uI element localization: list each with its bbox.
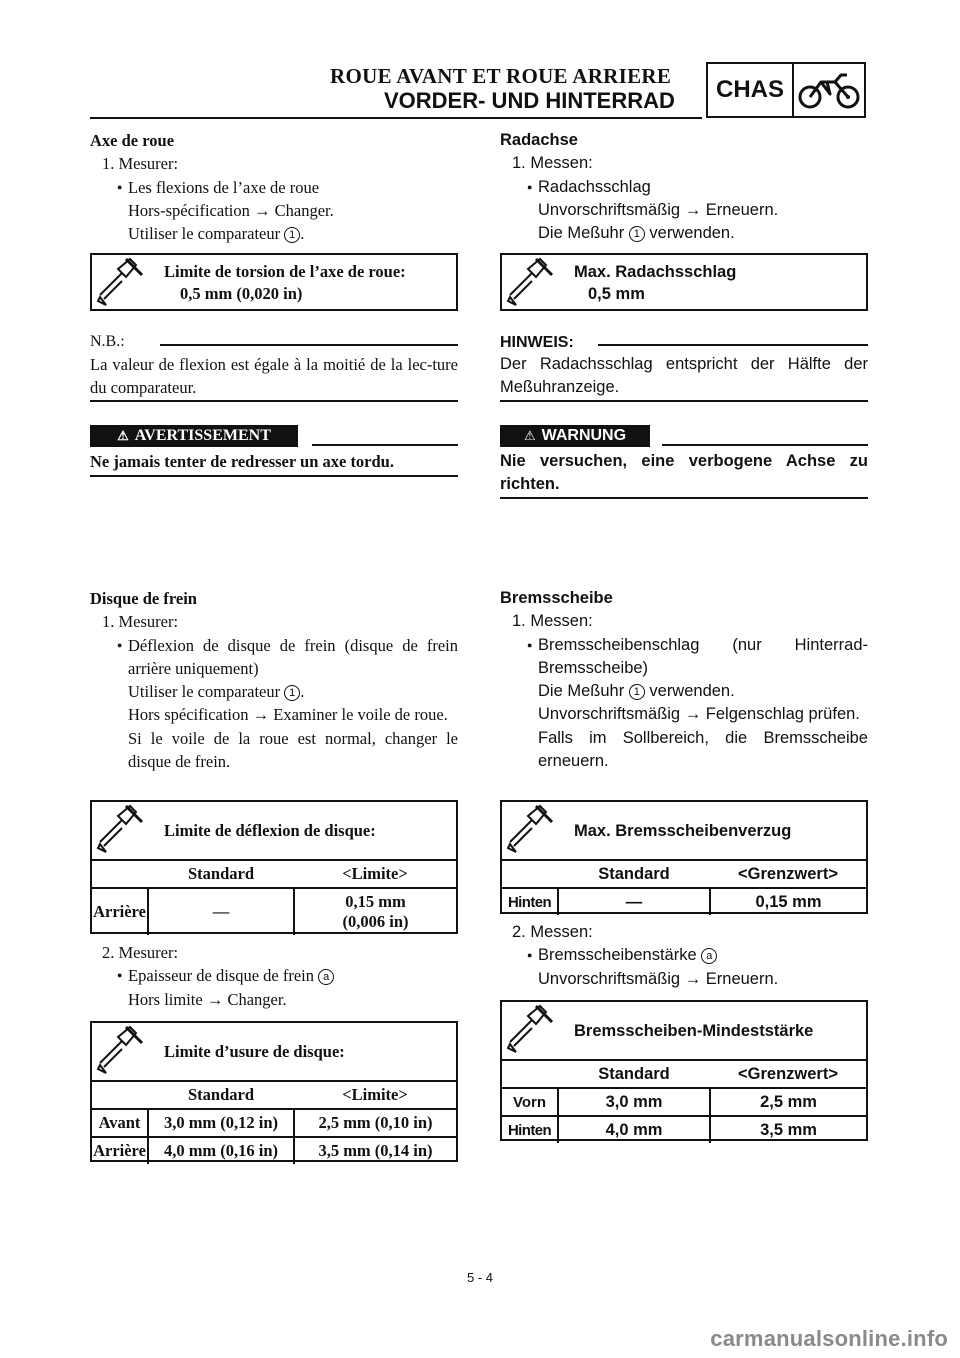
fr-warning-text: Ne jamais tenter de redresser un axe tordu. <box>90 452 394 471</box>
de-note-bottom-rule <box>500 400 868 402</box>
table-header-cell: <Grenzwert> <box>710 1060 866 1088</box>
de-disc-section <box>500 587 868 773</box>
section-label: CHAS <box>708 64 794 116</box>
de-axle-step1: 1. Messen: <box>512 154 593 173</box>
de-note-label: HINWEIS: <box>500 334 574 351</box>
de-disc-spec2-table <box>502 1059 866 1143</box>
de-disc-spec2-box <box>500 1000 868 1141</box>
de-disc-line3: Unvorschriftsmäßig → Felgenschlag prüfen. <box>538 705 860 724</box>
de-warning-label: WARNUNG <box>541 427 627 444</box>
fr-disc-step2: 2. Mesurer: <box>102 943 179 962</box>
fr-disc-title: Disque de frein <box>90 589 197 608</box>
de-axle-line3a: Die Meßuhr <box>538 224 625 243</box>
fr-note-top-rule <box>160 344 458 346</box>
fr-disc-bullet2-text: Epaisseur de disque de frein <box>128 966 315 986</box>
fr-axle-bullet: ● Les flexions de l’axe de roue <box>90 176 458 199</box>
de-disc-line4: Falls im Sollbereich, die Bremsscheibe erneuern. <box>538 728 868 771</box>
fr-disc-bullet2 <box>90 964 458 987</box>
table-cell: 2,5 mm (0,10 in) <box>294 1109 456 1137</box>
de-axle-title: Radachse <box>500 131 578 149</box>
fr-axle-line2: Hors-spécification → Changer. <box>128 200 334 220</box>
ref-marker-1: 1 <box>284 685 300 701</box>
table-header-cell <box>92 860 148 888</box>
table-cell: 2,5 mm <box>710 1088 866 1116</box>
table-cell: 4,0 mm (0,16 in) <box>148 1137 294 1164</box>
fr-disc-line3: Hors spécification → Examiner le voile de roue. <box>128 705 448 725</box>
de-disc-section2 <box>500 921 868 991</box>
de-axle-bullet: ● Radachsschlag <box>500 176 868 199</box>
de-disc-spec1-table <box>502 859 866 915</box>
table-cell: — <box>558 888 710 915</box>
wrench-spec-icon <box>502 1002 560 1058</box>
fr-disc-bullet: ● Déflexion de disque de frein (disque de frein arrière uniquement) <box>90 634 458 681</box>
table-cell: Avant <box>92 1109 148 1137</box>
warning-icon: ⚠ <box>523 428 536 443</box>
fr-warning-bottom-rule <box>90 475 458 477</box>
table-row <box>92 888 456 935</box>
table-row <box>502 888 866 915</box>
de-disc-title: Bremsscheibe <box>500 589 613 607</box>
page-number: 5 - 4 <box>466 1270 493 1285</box>
table-cell: Vorn <box>502 1088 558 1116</box>
table-header-cell: <Limite> <box>294 1081 456 1109</box>
wrench-spec-icon <box>92 802 150 858</box>
fr-disc-step1: 1. Mesurer: <box>102 612 179 632</box>
table-cell: 3,0 mm (0,12 in) <box>148 1109 294 1137</box>
table-cell: 3,5 mm (0,14 in) <box>294 1137 456 1164</box>
fr-disc-spec1-table <box>92 859 456 935</box>
fr-disc-spec2-title: Limite d’usure de disque: <box>164 1042 345 1061</box>
watermark: carmanualsonline.info <box>710 1326 948 1351</box>
ref-marker-1: 1 <box>629 226 645 242</box>
table-cell: 3,0 mm <box>558 1088 710 1116</box>
fr-note-text: La valeur de flexion est égale à la moitié de la lec-ture du comparateur. <box>90 355 458 398</box>
de-disc-spec1-box <box>500 800 868 914</box>
table-cell: Arrière <box>92 1137 148 1164</box>
table-header-cell: Standard <box>558 1060 710 1088</box>
table-header-cell: <Limite> <box>294 860 456 888</box>
fr-axle-step1: 1. Mesurer: <box>102 154 179 174</box>
de-axle-line3 <box>500 222 868 245</box>
fr-note-bottom-rule <box>90 400 458 402</box>
page-title-de: VORDER- UND HINTERRAD <box>384 88 675 113</box>
de-axle-spec-box <box>500 253 868 311</box>
motorcycle-icon <box>794 64 864 116</box>
de-disc-spec2-title: Bremsscheiben-Mindeststärke <box>574 1022 814 1040</box>
fr-axle-section <box>90 129 458 245</box>
fr-disc-spec1-box <box>90 800 458 934</box>
table-cell-multiline <box>294 888 456 935</box>
table-row <box>502 1088 866 1116</box>
ref-marker-a: a <box>701 948 717 964</box>
de-disc-line5: Unvorschriftsmäßig → Erneuern. <box>538 969 779 988</box>
table-row <box>502 1116 866 1143</box>
de-axle-spec-text <box>574 261 736 305</box>
wrench-spec-icon <box>502 802 560 858</box>
wrench-spec-icon <box>502 255 560 311</box>
de-axle-spec-title: Max. Radachsschlag <box>574 263 737 281</box>
table-header-cell <box>502 1060 558 1088</box>
fr-warning-badge <box>90 425 298 447</box>
fr-disc-line2-text: Utiliser le comparateur <box>128 682 281 702</box>
fr-axle-spec-box <box>90 253 458 311</box>
fr-disc-line4: Si le voile de la roue est normal, changer le disque de frein. <box>128 728 458 772</box>
table-header-cell: Standard <box>148 1081 294 1109</box>
value-line: (0,006 in) <box>342 912 409 931</box>
table-cell: 3,5 mm <box>710 1116 866 1143</box>
page-title-fr: ROUE AVANT ET ROUE ARRIERE <box>330 64 672 88</box>
de-warning-bottom-rule <box>500 497 868 499</box>
table-header-cell: Standard <box>148 860 294 888</box>
fr-axle-spec-value: 0,5 mm (0,020 in) <box>180 284 303 303</box>
fr-disc-spec2-table <box>92 1080 456 1164</box>
table-row <box>92 1109 456 1137</box>
de-disc-line2b: verwenden. <box>649 682 735 701</box>
de-axle-section <box>500 129 868 245</box>
fr-axle-spec-text <box>164 261 406 305</box>
de-disc-line2 <box>500 680 868 703</box>
table-cell: Arrière <box>92 888 148 935</box>
fr-axle-title: Axe de roue <box>90 131 175 150</box>
table-row <box>92 1137 456 1164</box>
value-line: 0,15 mm <box>345 892 406 911</box>
de-warning-text: Nie versuchen, eine verbogene Achse zu richten. <box>500 452 868 494</box>
fr-disc-section <box>90 587 458 773</box>
de-disc-bullet2 <box>500 944 868 967</box>
de-note-top-rule <box>598 344 868 346</box>
de-warning-badge <box>500 425 650 447</box>
ref-marker-1: 1 <box>284 227 300 243</box>
wrench-spec-icon <box>92 255 150 311</box>
table-cell: 0,15 mm <box>710 888 866 915</box>
fr-disc-section2 <box>90 941 458 1011</box>
table-header-cell: <Grenzwert> <box>710 860 866 888</box>
table-header-cell: Standard <box>558 860 710 888</box>
fr-warning-top-rule <box>312 444 458 446</box>
fr-note-label: N.B.: <box>90 333 125 350</box>
table-header-cell <box>92 1081 148 1109</box>
ref-marker-1: 1 <box>629 684 645 700</box>
wrench-spec-icon <box>92 1023 150 1079</box>
de-axle-line3b: verwenden. <box>649 224 735 243</box>
de-disc-spec1-title: Max. Bremsscheibenverzug <box>574 822 792 840</box>
table-header-cell <box>502 860 558 888</box>
de-axle-line2: Unvorschriftsmäßig → Erneuern. <box>538 200 779 219</box>
table-cell: Hinten <box>502 1116 558 1143</box>
fr-warning-label: AVERTISSEMENT <box>134 427 271 444</box>
fr-disc-line2: Utiliser le comparateur 1 . <box>128 682 305 702</box>
fr-disc-spec1-title: Limite de déflexion de disque: <box>164 821 376 840</box>
de-axle-spec-value: 0,5 mm <box>588 285 645 303</box>
de-disc-bullet2-text: Bremsscheibenstärke <box>538 946 697 965</box>
table-cell: Hinten <box>502 888 558 915</box>
warning-icon: ⚠ <box>117 428 129 443</box>
de-disc-step2: 2. Messen: <box>512 923 593 941</box>
de-disc-step1: 1. Messen: <box>512 612 593 631</box>
header-rule <box>90 117 702 119</box>
ref-marker-a: a <box>318 969 334 985</box>
de-disc-line2a: Die Meßuhr <box>538 682 625 701</box>
table-cell: — <box>148 888 294 935</box>
fr-disc-line5: Hors limite → Changer. <box>128 989 287 1009</box>
table-cell: 4,0 mm <box>558 1116 710 1143</box>
fr-axle-spec-title: Limite de torsion de l’axe de roue: <box>164 262 406 281</box>
de-warning-top-rule <box>662 444 868 446</box>
fr-axle-line3: Utiliser le comparateur 1 . <box>128 224 305 244</box>
section-badge <box>706 62 866 118</box>
de-note-text: Der Radachsschlag entspricht der Hälfte der Meßuhranzeige. <box>500 355 868 397</box>
fr-axle-line3-text: Utiliser le comparateur <box>128 224 281 244</box>
de-disc-bullet: ● Bremsscheibenschlag (nur Hinterrad-Bremsscheibe) <box>500 634 868 681</box>
fr-disc-spec2-box <box>90 1021 458 1162</box>
